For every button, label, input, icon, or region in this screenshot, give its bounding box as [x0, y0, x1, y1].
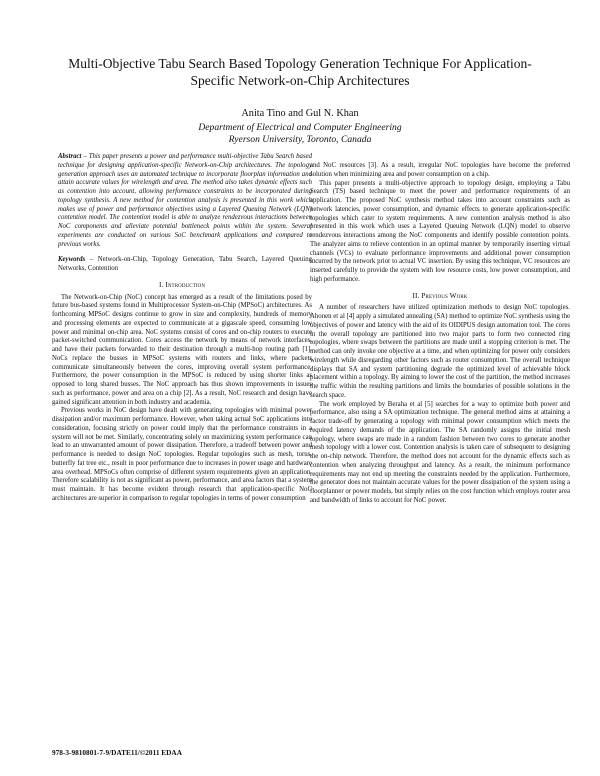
keywords-label: Keywords	[58, 256, 86, 264]
paragraph: The Network-on-Chip (NoC) concept has emerged as a result of the limitations posed by future bus-based systems found in Multiprocessor System-on-Chip (MPSoC) architectures. As forthcoming MPSoC designs continue to grow in size and complexity, hundreds of memory and processing elements are expected to communicate at a gigascale speed, consuming low power and minimal on-chip area. NoC systems consist of cores and on-chip routers to execute packet-switched communication. Cores access the network by means of network interfaces, and have their packets forwarded to their destination through a multi-hop routing path [1]. NoCs replace the busses in MPSoC systems with routers and links, where packets communicate simultaneously between the cores, improving overall system performance. Furthermore, the power consumption in the MPSoC is reduced by using shorter links as opposed to long shared busses. The NoC approach has thus shown improvements in issues such as performance, power and area on a chip [2]. As a result, NoC research and design have gained significant attention in both industry and academia.	[52, 293, 312, 406]
keywords	[58, 256, 312, 274]
right-column	[310, 162, 570, 506]
left-column	[52, 153, 312, 504]
paper-title: Multi-Objective Tabu Search Based Topology Generation Technique For Application-Specific Network-on-Chip Architectures	[68, 56, 532, 88]
university: Ryerson University, Toronto, Canada	[228, 134, 372, 145]
paragraph: Previous works in NoC design have dealt with generating topologies with minimal power dissipation and/or maximum performance. However, when taking actual SoC applications into consideration, focusing strictly on power could imply that the performance constraints in a system will not be met. Similarly, concentrating solely on maximizing system performance can lead to an unwarranted amount of power dissipation. Therefore, a tradeoff between power and performance is needed to design NoC topologies. Regular topologies such as mesh, torus, butterfly fat tree etc., result in poor performance due to increases in power usage and hardware area overhead. MPSoCs often comprise of different system requirements given an application. Therefore scalability is not as significant as power, performance, and area factors that a system must maintain. It has become evident through research that application-specific NoC architectures are superior in comparison to regular topologies in terms of power consumption	[52, 407, 312, 502]
copyright-footer: 978-3-9810801-7-9/DATE11/©2011 EDAA	[52, 748, 182, 757]
paragraph: A number of researchers have utilized optimization methods to design NoC topologies. Ahonen et al [4] apply a simulated annealing (SA) method to optimize NoC synthesis using the objectives of power and latency with the aid of its OIDIPUS design automation tool. The cores in the overall topology are partitioned into two major parts to form two connected ring topologies, where swaps between the partitions are made until a stopping criterion is met. The method can only invoke one objective at a time, and when optimizing for power only considers wirelength while disregarding other factors such as router consumption. The overall technique displays that SA and system partitioning degrade the optimized level of achievable block placement within a topology. By aiming to lower the cost of the partition, the method increases the traffic within the resulting partitions and limits the boundaries of possible solutions in the search space.	[310, 304, 570, 399]
paragraph: The work employed by Beraha et al [5] searches for a way to optimize both power and performance, also using a SA optimization technique. The general method aims at attaining a factor trade-off by generating a topology with minimal power consumption which meets the required latency demands of the application. The SA randomly assigns the initial mesh topology, where swaps are made in a random fashion between two cores to generate another mesh topology with a lower cost. Contention analysis is taken care of subsequent to designing the on-chip network. Therefore, the method does not account for the dynamic effects such as contention when analyzing throughput and latency. As a result, the minimum performance requirements may not end up meeting the constraints needed by the application. Furthermore, the generator does not maintain accurate values for the power dissipation of the system using a floorplanner or power models, but simply relies on the cost function which employs router area and bandwidth of links to account for NoC power.	[310, 400, 570, 504]
section-heading-previous-work: II. Previous Work	[412, 290, 468, 300]
author-names: Anita Tino and Gul N. Khan	[241, 108, 359, 119]
abstract-label: Abstract	[58, 153, 82, 160]
paragraph: This paper presents a multi-objective approach to topology design, employing a Tabu Search (TS) based technique to meet the power and performance requirements of an application. The proposed NoC synthesis method takes into account constraints such as network latencies, power consumption, and dynamic effects to generate application-specific topologies which cater to system requirements. A new contention analysis method is also presented in this work which uses a Layered Queuing Network (LQN) model to observe rendezvous interactions among the NoC components and identify possible contention points. The analyzer aims to relieve contention in an optimal manner by temporarily inserting virtual channels (VCs) to evaluate performance improvements and additional power consumption incurred by the network prior to actual VC insertion. By using this technique, VC resources are inserted carefully to provide the system with low resource costs, low power consumption, and high performance.	[310, 179, 570, 283]
abstract-text: – This paper presents a power and performance multi-objective Tabu Search based technique for designing application-specific Network-on-Chip architectures. The topology generation approach uses an automated technique to incorporate floorplan information and attain accurate values for wirelength and area. The method also takes dynamic effects such as contention into account, allowing performance constraints to be incorporated during topology synthesis. A new method for contention analysis is presented in this work which makes use of power and performance objectives using a Layered Queuing Network (LQN) contention model. The contention model is able to analyze rendezvous interactions between NoC components and alleviate potential bottleneck points within the system. Several experiments are conducted on various SoC benchmark applications and compared to previous works.	[58, 153, 312, 248]
paragraph: and NoC resources [3]. As a result, irregular NoC topologies have become the preferred solution when minimizing area and power consumption on a chip.	[310, 162, 570, 178]
department: Department of Electrical and Computer Engineering	[198, 122, 402, 133]
abstract	[58, 153, 312, 249]
section-heading-introduction: I. Introduction	[158, 279, 206, 289]
keywords-text: – Network-on-Chip, Topology Generation, Tabu Search, Layered Queuing Networks, Contention	[58, 256, 312, 272]
author-block	[100, 108, 500, 146]
